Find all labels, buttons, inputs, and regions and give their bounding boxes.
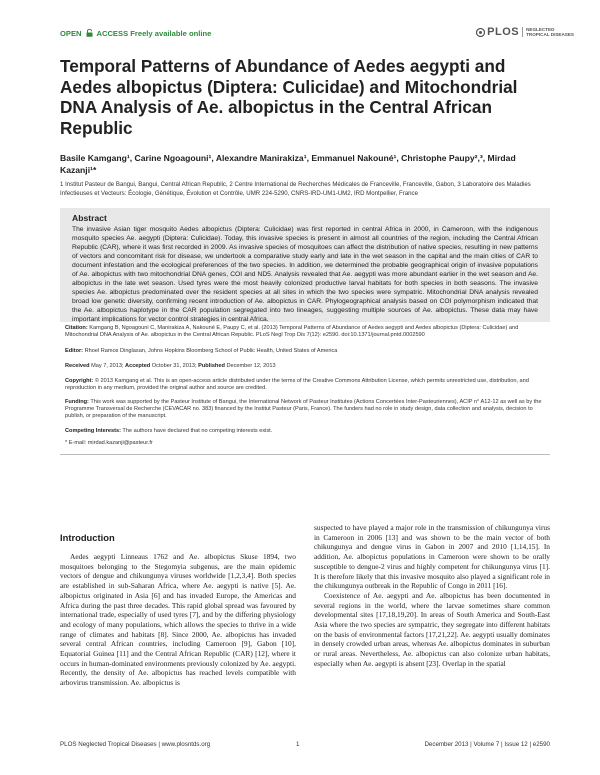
journal-header <box>60 26 574 44</box>
abstract-box <box>60 208 550 322</box>
affiliations: 1 Institut Pasteur de Bangui, Bangui, Central African Republic, 2 Centre International de Recherches Médicales de Franceville, Franceville, Gabon, 3 Laboratoire des Maladies Infectieuses et Vecteurs: Écologie, Génétique, Évolution et Contrôle, UMR 224-5290, CNRS-IRD-UM1-UM2, IRD Montpellier, France <box>60 181 531 197</box>
journal-name-line1: NEGLECTED <box>526 26 555 32</box>
abstract-heading: Abstract <box>72 213 107 223</box>
article-title: Temporal Patterns of Abundance of Aedes aegypti and Aedes albopictus (Diptera: Culicidae) and Mitochondrial DNA Analysis of Ae. albopictus in the Central African Republic <box>60 56 518 138</box>
copyright <box>65 378 545 392</box>
received-date: May 7, 2013; <box>91 363 124 369</box>
citation-label: Citation: <box>65 325 88 331</box>
published-label: Published <box>198 363 225 369</box>
page-number: 1 <box>296 741 300 748</box>
funding <box>65 399 545 421</box>
intro-right-column <box>314 523 550 669</box>
published-date: December 12, 2013 <box>226 363 276 369</box>
citation-text: Kamgang B, Ngoagouni C, Manirakiza A, Nakouné E, Paupy C, et al. (2013) Temporal Patterns of Abundance of Aedes aegypti and Aedes albopictus (Diptera: Culicidae) and Mitochondrial DNA Analysis of Ae. albopictus in the Central African Republic. PLoS Negl Trop Dis 7(12): e2590. doi:10.1371/journal.pntd.0002590 <box>65 325 519 339</box>
abstract-text: The invasive Asian tiger mosquito Aedes albopictus (Diptera: Culicidae) was first reported in central Africa in 2000, in Cameroon, with the indigenous mosquito species Ae. aegypti (Diptera: Culicidae). Today, this invasive species is present in almost all countries of the region, including the Central African Republic (CAR), where it was first recorded in 2009. As invasive species of mosquitoes can affect the distribution of native species, resulting in new patterns of vectors and concomitant risk for disease, we undertook a comparative study early and late in the wet season in the capital and the main cities of CAR to document infestation and the ecological preferences of the two species. In addition, we determined the probable geographical origin of invasive populations of Ae. albopictus with two mitochondrial DNA genes, COI and ND5. Analysis revealed that Ae. aegypti was more abundant earlier in the wet season and Ae. albopictus in the late wet season. Used tyres were the most heavily colonized productive larval habitats for both species in both seasons. The invasive species Ae. albopictus predominated over the resident species at all sites in which the two species were sympatric. Mitochondrial DNA analysis revealed broad low genetic diversity, confirming recent introduction of Ae. albopictus in CAR. Phylogeographical analysis based on COI polymorphism indicated that the Ae. albopictus haplotype in the CAR population segregated into two lineages, suggesting multiple sources of Ae. albopictus. These data may have important implications for vector control strategies in central Africa. <box>72 226 538 323</box>
open-access-banner <box>60 29 211 38</box>
freely-available-label: Freely available online <box>130 29 212 38</box>
open-access-lock-icon <box>86 29 93 37</box>
plos-logo[interactable] <box>476 26 574 38</box>
contact-email[interactable] <box>65 440 545 447</box>
email-link[interactable]: * E-mail: mirdad.kazanji@pasteur.fr <box>65 440 153 446</box>
copyright-text: © 2013 Kamgang et al. This is an open-access article distributed under the terms of the Creative Commons Attribution License, which permits unrestricted use, distribution, and reproduction in any medium, provided the original author and source are credited. <box>65 378 529 392</box>
plos-wordmark: PLOS <box>487 26 520 38</box>
dates <box>65 363 545 370</box>
competing-label: Competing Interests: <box>65 428 121 434</box>
footer-journal: PLOS Neglected Tropical Diseases | www.plosntds.org <box>60 741 211 748</box>
journal-name-line2: TROPICAL DISEASES <box>526 32 574 37</box>
intro-left-column: Aedes aegypti Linneaus 1762 and Ae. albopictus Skuse 1894, two mosquitoes belonging to the Stegomyia subgenus, are the main epidemic vectors of dengue and chikungunya viruses worldwide [1,2,3,4]. Both species are established in sub-Saharan Africa, where Ae. aegypti is native [5]. Ae. albopictus originated in Asia [6] and has invaded Europe, the Americas and Africa during the past three decades. This rapid global spread was favoured by international trade, especially of used tyres [7], and by the differing physiology and ecology of many populations, which allows the species to thrive in a wide range of climates and habitats [8]. Since 2000, Ae. albopictus has invaded several central African countries, including Cameroon [9], Gabon [10], Equatorial Guinea [11] and the Central African Republic (CAR) [12], where it occurs in human-dominated environments previously colonized by Ae. aegypti. Recently, the density of Ae. albopictus has reached levels compatible with arbovirus transmission. Ae. albopictus is <box>60 552 296 688</box>
citation <box>65 325 545 339</box>
editor-text: Rhoel Ramos Dinglasan, Johns Hopkins Bloomberg School of Public Health, United States of America <box>84 348 338 354</box>
introduction-heading: Introduction <box>60 532 115 543</box>
author-list: Basile Kamgang¹, Carine Ngoagouni¹, Alexandre Manirakiza¹, Emmanuel Nakouné¹, Christophe Paupy²,³, Mirdad Kazanji¹* <box>60 153 516 175</box>
footer-issue: December 2013 | Volume 7 | Issue 12 | e2590 <box>424 741 550 748</box>
meta-divider <box>60 454 550 455</box>
funding-label: Funding: <box>65 399 89 405</box>
intro-right-paragraph-2: Coexistence of Ae. aegypti and Ae. albopictus has been documented in several regions in the world, where the larvae sometimes share common developmental sites [17,18,19,20]. In areas of South America and South-East Asia where the two species are sympatric, they segregate into different habitats on the basis of environmental factors [17,21,22]. Ae. aegypti usually dominates in densely crowded urban areas, whereas Ae. albopictus dominates in suburban or rural areas. Nevertheless, Ae. albopictus can also colonize urban habitats, especially when Ae. aegypti is absent [23]. Overlap in the spatial <box>314 590 550 668</box>
journal-name <box>522 27 574 37</box>
editor-label: Editor: <box>65 348 84 354</box>
received-label: Received <box>65 363 90 369</box>
plos-mark-icon <box>476 28 485 37</box>
editor <box>65 348 545 355</box>
funding-text: This work was supported by the Pasteur Institute of Bangui, the International Network of Pasteur Institutes (Actions Concertées Inter-Pasteuriennes), ACIP n° A12-12 as well as by the Programme Transversal de Recherche (CEVACAR no. 383) financed by the Institut Pasteur (Paris, France). The funders had no role in study design, data collection and analysis, decision to publish, or preparation of the manuscript. <box>65 399 542 420</box>
intro-right-paragraph-1: suspected to have played a major role in the transmission of chikungunya virus in Cameroon in 2006 [13] and was shown to be the main vector of both chikungunya and dengue virus in Gabon in 2007 and 2010 [1,14,15]. In addition, Ae. albopictus populations in Cameroon were shown to be orally susceptible to dengue-2 virus and highly competent for chikungunya virus [1]. It is therefore likely that this invasive mosquito also played a significant role in the chikungunya outbreak in the Republic of Congo in 2011 [16]. <box>314 523 550 591</box>
accepted-date: October 31, 2013; <box>151 363 197 369</box>
competing-interests <box>65 428 545 435</box>
access-label: ACCESS <box>96 29 129 38</box>
competing-text: The authors have declared that no competing interests exist. <box>122 428 273 434</box>
accepted-label: Accepted <box>125 363 151 369</box>
copyright-label: Copyright: <box>65 378 94 384</box>
open-label: OPEN <box>60 29 82 38</box>
